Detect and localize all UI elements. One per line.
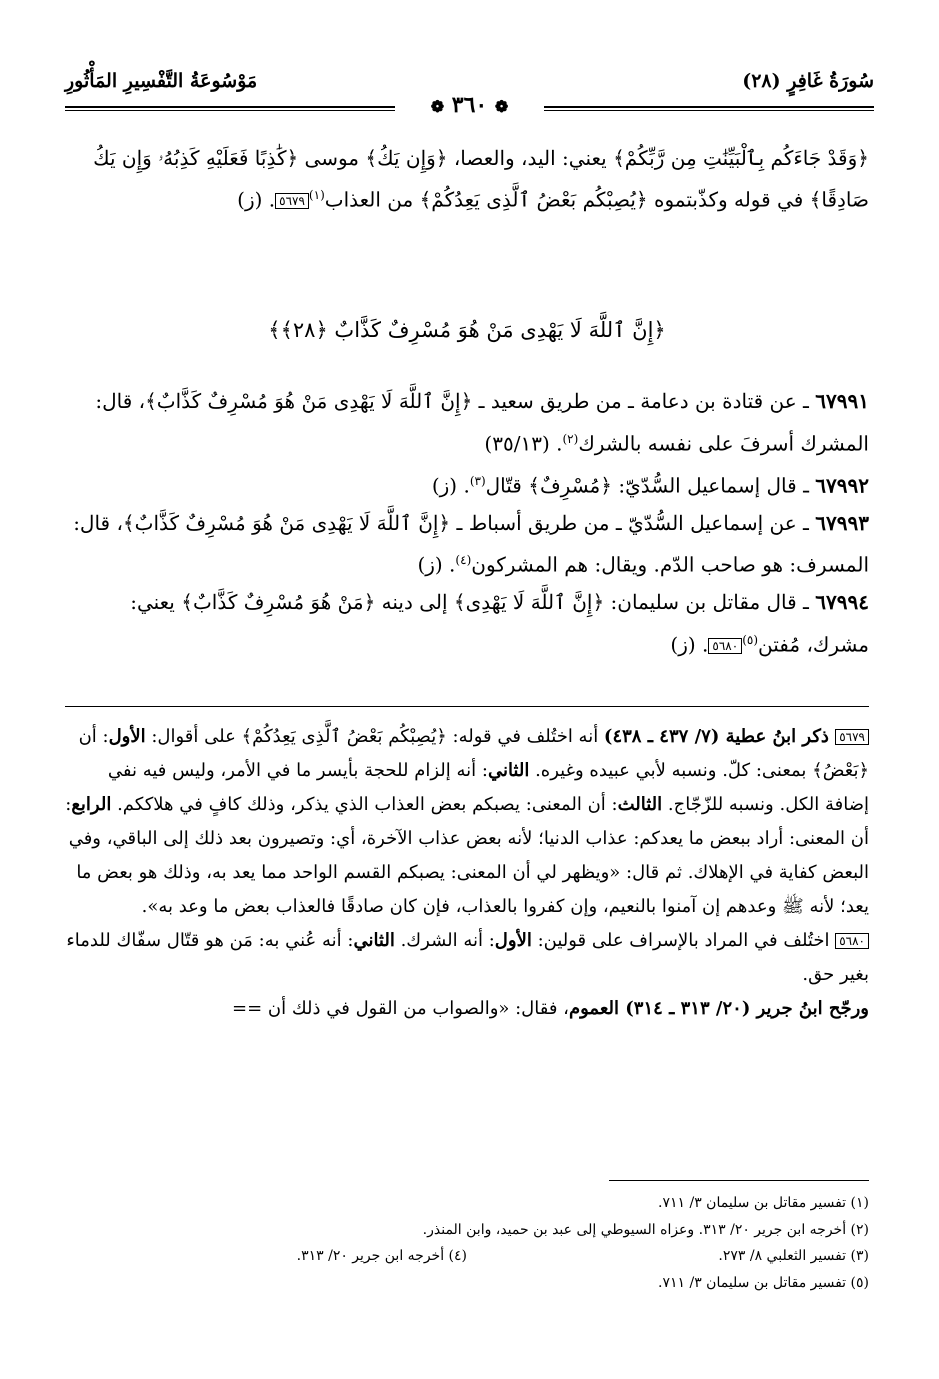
narration-entry (65, 505, 869, 585)
opinion-label: الأول (494, 930, 532, 951)
source-tag: . (ز) (670, 632, 709, 657)
source-tag: . (ز) (431, 473, 470, 498)
source-tag: . (٣٥/١٣) (484, 431, 563, 456)
opinion-label: الأول (108, 726, 146, 747)
footnote-ref: (٤) (455, 553, 472, 568)
note-heading: ذكر ابنُ عطية (٧/ ٤٣٧ ـ ٤٣٨) (603, 726, 836, 747)
quran-verse: ﴿إِنَّ ٱللَّهَ لَا يَهْدِى مَنْ هُوَ مُسْرِفٌ كَذَّابٌ ﴿٢٨﴾﴾ (268, 318, 666, 342)
entry-text: ـ عن قتادة بن دعامة ـ من طريق سعيد ـ ﴿إِنَّ ٱللَّهَ لَا يَهْدِى مَنْ هُوَ مُسْرِفٌ كَذَّابٌ﴾، قال: المشرك أسرفَ على نفسه بالشرك (95, 389, 869, 456)
entry-text: ـ عن إسماعيل السُّدّيّ ـ من طريق أسباط ـ ﴿إِنَّ ٱللَّهَ لَا يَهْدِى مَنْ هُوَ مُسْرِفٌ كَذَّابٌ﴾، قال: المسرف: هو صاحب الدّم. ويقال: هم المشركون (73, 510, 869, 577)
note-text: : أن ﴿بَعْضُ﴾ بمعنى: كلّ. ونسبه لأبي عبيده وغيره. (78, 726, 869, 781)
header-rule-right (544, 106, 874, 108)
commentary-note (65, 924, 869, 992)
opinion-label: الثالث (617, 794, 663, 815)
narration-entry (65, 584, 869, 664)
main-line: ﴿وَقَدْ جَاءَكُم بِٱلْبَيِّنَٰتِ مِن رَّبِّكُمْ﴾ يعني: اليد، والعصا، ﴿وَإِن يَكُ﴾ موسى ﴿كَٰذِبًا فَعَلَيْهِ كَذِبُهُۥ وَإِن يَكُ صَادِقًا﴾ في قوله وكذّبتموه ﴿يُصِبْكُم بَعْضُ ٱلَّذِى يَعِدُكُمْ﴾ من العذاب (93, 146, 869, 212)
note-marker: ٥٦٧٩ (835, 729, 869, 745)
footnote-ref: (٣) (469, 473, 486, 488)
header-rule-left (65, 106, 395, 108)
opinion-label: الرابع (71, 794, 112, 815)
narration-entry (65, 463, 869, 505)
commentary-note (65, 720, 869, 924)
footnote: (٢) أخرجه ابن جرير ٢٠/ ٣١٣. وعزاه السيوطي إلى عبد بن حميد، وابن المنذر. (422, 1221, 869, 1238)
footnotes (65, 1190, 869, 1296)
footnote: (١) تفسير مقاتل بن سليمان ٣/ ٧١١. (658, 1195, 869, 1211)
ornament-icon: ❁ (494, 97, 509, 116)
page-header (65, 64, 874, 124)
header-rule-right-thin (544, 110, 874, 111)
entry-number: ٦٧٩٩٤ (815, 590, 869, 615)
footnote-row (65, 1243, 869, 1270)
entry-text: ـ قال مقاتل بن سليمان: ﴿إِنَّ ٱللَّهَ لَا يَهْدِى﴾ إلى دينه ﴿مَنْ هُوَ مُسْرِفٌ كَذَّابٌ﴾ يعني: مشرك، مُفتن (130, 590, 869, 657)
note-text: : أن المعنى: أراد ببعض ما يعدكم: عذاب الدنيا؛ لأنه بعض عذاب الآخرة، أي: وتصيرون بعد ذلك إلى الباقي، وفي البعض كفاية في الإهلاك. ثم قال: «ويظهر لي أن المعنى: يصبكم القسم الواحد مما يعد به، وذلك هو بعض ما يعد؛ لأنه ﷺ وعدهم إن آمنوا بالنعيم، وإن كفروا بالعذاب، فإن كان صادقًا فالعذاب بعض ما وعد به». (65, 794, 869, 917)
note-text: ، فقال: «والصواب من القول في ذلك أن == (232, 998, 569, 1019)
footnotes-divider (609, 1180, 869, 1181)
narration-list (65, 383, 869, 664)
commentary-notes (65, 720, 869, 1026)
main-paragraph (65, 140, 869, 218)
note-marker: ٥٦٧٩ (275, 193, 309, 209)
entry-text: ـ قال إسماعيل السُّدّيّ: ﴿مُسْرِفٌ﴾ قتّال (485, 473, 816, 498)
note-text: اختُلف في المراد بالإسراف على قولين: (531, 930, 836, 951)
footnote-ref: (٢) (562, 431, 579, 446)
note-text: : أن المعنى: يصبكم بعض العذاب الذي يذكر، وذلك كافٍ في هلاككم. (111, 794, 618, 815)
footnote-ref: (١) (308, 187, 325, 202)
opinion-label: الثاني (353, 930, 395, 951)
note-heading: ابنُ جرير (٢٠/ ٣١٣ ـ ٣١٤) العموم (568, 998, 823, 1019)
source-tag: . (ز) (417, 552, 456, 577)
source-tag: . (ز) (237, 187, 276, 212)
main-text (65, 140, 869, 218)
page-number-text: ٣٦٠ (451, 92, 488, 118)
note-text: ورجّح (822, 998, 869, 1019)
notes-divider (65, 706, 869, 707)
header-rule-left-thin (65, 110, 395, 111)
footnote: (٣) تفسير الثعلبي ٨/ ٢٧٣. (718, 1248, 869, 1264)
page-number (431, 92, 509, 118)
book-title: مَوْسُوعَةُ التَّفْسِيرِ المَأْثُورِ (65, 70, 258, 92)
commentary-note (65, 992, 869, 1026)
entry-number: ٦٧٩٩١ (815, 389, 869, 413)
narration-entry (65, 383, 869, 463)
note-text: أنه اختُلف في قوله: ﴿يُصِبْكُم بَعْضُ ٱلَّذِى يَعِدُكُمْ﴾ على أقوال: (145, 726, 604, 747)
entry-number: ٦٧٩٩٣ (815, 510, 869, 535)
footnote: (٥) تفسير مقاتل بن سليمان ٣/ ٧١١. (658, 1274, 869, 1291)
footnote: (٤) أخرجه ابن جرير ٢٠/ ٣١٣. (296, 1248, 467, 1264)
footnote-ref: (٥) (742, 632, 759, 647)
opinion-label: الثاني (487, 760, 530, 781)
note-text: : أنه الشرك. (394, 930, 495, 951)
note-text: : أنه إلزام للحجة بأيسر ما في الأمر، وليس فيه نفي إضافة الكل. ونسبه للزّجّاج. (107, 760, 869, 815)
ornament-icon: ❁ (430, 97, 445, 116)
note-text: : أنه عُني به: مَن هو قتّال سفّاك للدماء بغير حق. (66, 930, 869, 985)
note-marker: ٥٦٨٠ (835, 933, 869, 949)
surah-title: سُورَةُ غَافِرٍ (٢٨) (742, 70, 874, 92)
entry-number: ٦٧٩٩٢ (815, 473, 869, 498)
note-marker: ٥٦٨٠ (708, 638, 742, 654)
